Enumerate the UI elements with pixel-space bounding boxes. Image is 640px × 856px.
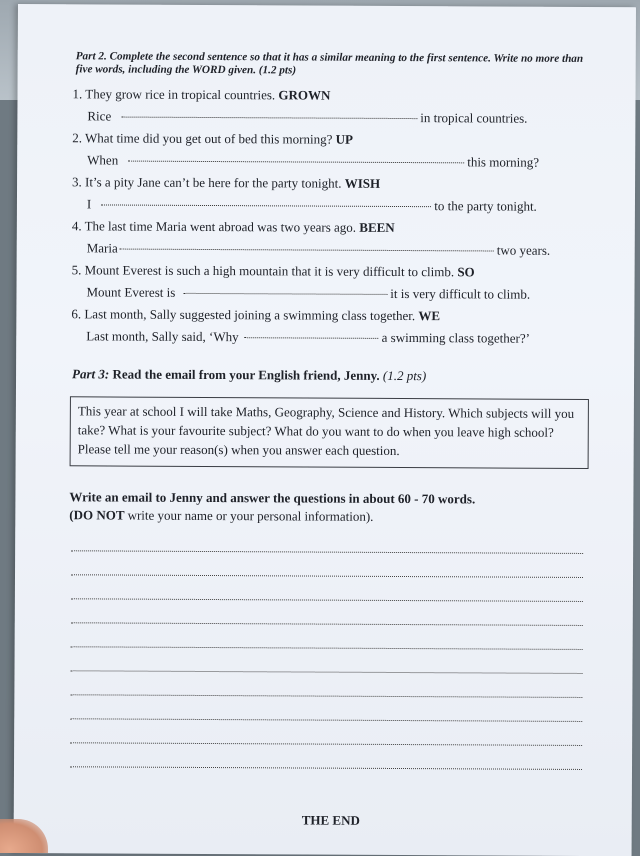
answer-blank[interactable]: [101, 204, 431, 207]
writing-line[interactable]: [70, 766, 582, 770]
question-prompt: 3. It’s a pity Jane can’t be here for the party tonight.: [72, 174, 342, 191]
answer-line-1: [87, 108, 527, 126]
writing-line[interactable]: [71, 646, 583, 650]
part3-title: Read the email from your English friend, Jenny.: [112, 366, 380, 383]
question-3: [72, 174, 380, 192]
writing-line[interactable]: [71, 574, 583, 578]
question-5: [72, 262, 475, 280]
question-prompt: 2. What time did you get out of bed this morning?: [72, 130, 333, 147]
note-bold: (DO NOT: [69, 507, 125, 523]
answer-end: two years.: [496, 242, 551, 258]
answer-blank[interactable]: [245, 337, 379, 339]
answer-start: Last month, Sally said, ‘Why: [86, 328, 239, 345]
answer-start: When: [87, 152, 119, 168]
writing-line[interactable]: [71, 598, 583, 602]
writing-line[interactable]: [71, 550, 583, 554]
question-4: [72, 218, 395, 236]
part3-label: Part 3:: [72, 366, 110, 382]
question-prompt: 4. The last time Maria went abroad was two years ago.: [71, 218, 357, 235]
keyword: WISH: [344, 175, 381, 191]
writing-line[interactable]: [70, 742, 582, 746]
keyword: GROWN: [278, 87, 331, 103]
question-2: [72, 130, 353, 147]
the-end-label: THE END: [301, 812, 360, 828]
part3-points: (1.2 pts): [382, 367, 427, 384]
answer-line-3: [87, 196, 537, 214]
part2-heading: Part 2. Complete the second sentence so that it has a similar meaning to the first sentence. Write no more than five words, including the WORD given. (1.2 pts): [75, 50, 584, 77]
answer-blank[interactable]: [121, 117, 417, 120]
part3-heading: [72, 366, 426, 384]
answer-end: in tropical countries.: [420, 110, 528, 126]
question-prompt: 1. They grow rice in tropical countries.: [72, 86, 276, 103]
answer-blank[interactable]: [128, 161, 464, 164]
writing-line[interactable]: [70, 718, 582, 722]
keyword: WE: [418, 308, 441, 324]
answer-line-5: [86, 284, 530, 302]
answer-line-4: [87, 240, 551, 258]
writing-line[interactable]: [71, 670, 583, 674]
note-rest: write your name or your personal information).: [127, 507, 374, 524]
answer-start: Maria: [86, 240, 118, 256]
answer-blank[interactable]: [120, 249, 494, 252]
answer-start: Mount Everest is: [86, 284, 176, 300]
answer-end: this morning?: [467, 154, 540, 170]
writing-line[interactable]: [71, 622, 583, 626]
answer-line-2: [87, 152, 539, 170]
instruction-line: Write an email to Jenny and answer the questions in about 60 - 70 words.: [69, 489, 476, 507]
keyword: SO: [457, 264, 475, 280]
question-6: [71, 306, 440, 324]
question-prompt: 6. Last month, Sally suggested joining a swimming class together.: [71, 306, 416, 324]
writing-line[interactable]: [70, 694, 582, 698]
answer-end: it is very difficult to climb.: [390, 285, 531, 302]
question-1: [72, 86, 330, 103]
answer-end: to the party tonight.: [434, 198, 537, 214]
instruction-note: [69, 506, 589, 527]
writing-instruction: [69, 488, 589, 527]
answer-end: a swimming class together?’: [381, 329, 531, 346]
question-prompt: 5. Mount Everest is such a high mountain that it is very difficult to climb.: [71, 262, 455, 280]
keyword: UP: [335, 131, 354, 147]
email-text: This year at school I will take Maths, Geography, Science and History. Which subjects will you take? What is your favourite subject? What do you want to do when you leave high school? Please tell me your reason(s) when you answer each question.: [77, 403, 575, 459]
keyword: BEEN: [359, 219, 395, 235]
email-box: [70, 396, 589, 469]
answer-blank[interactable]: [183, 293, 387, 295]
exam-page: [14, 4, 636, 856]
answer-line-6: [86, 328, 530, 346]
answer-start: I: [86, 196, 92, 212]
answer-start: Rice: [87, 108, 112, 124]
